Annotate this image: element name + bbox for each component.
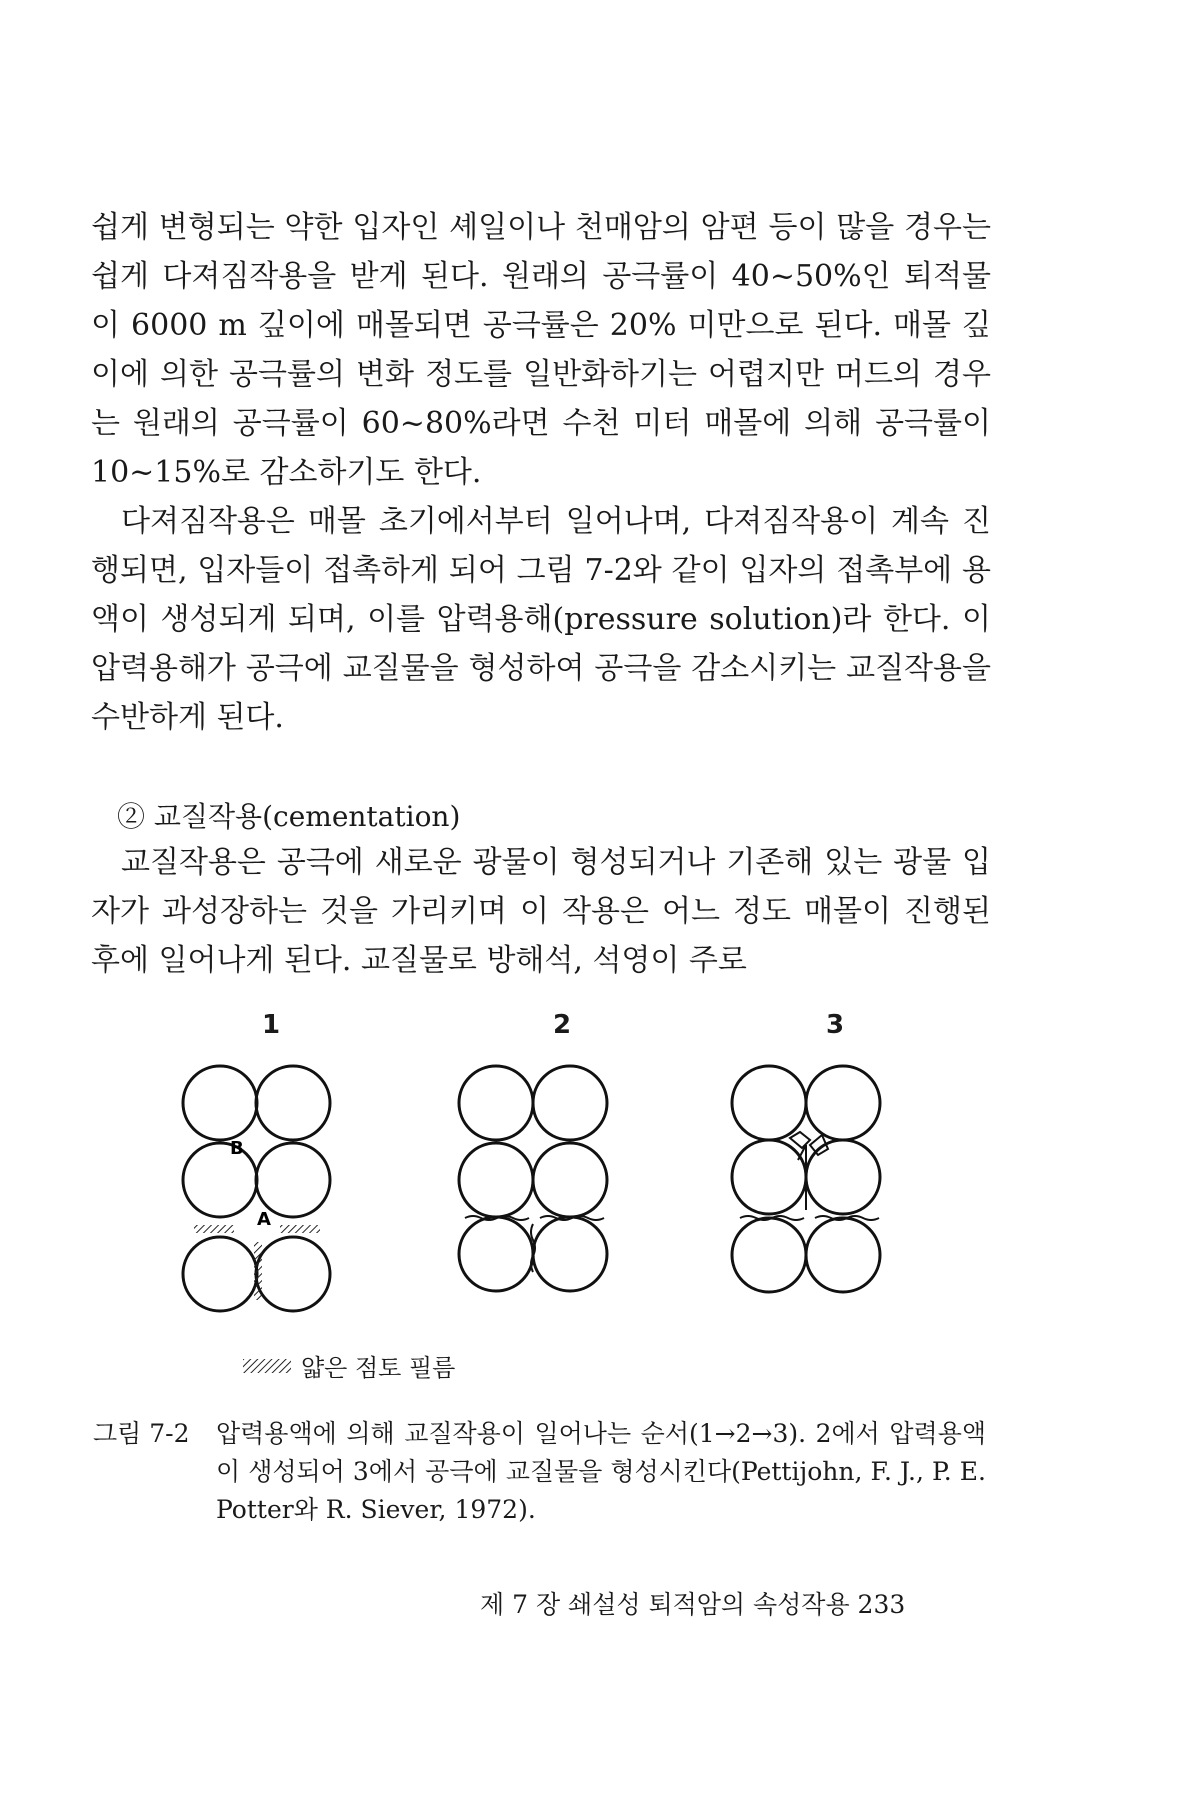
figure-legend	[243, 1348, 455, 1383]
figure-7-2	[150, 1010, 950, 1340]
section-heading: ② 교질작용(cementation)	[117, 800, 461, 833]
paragraph-1: 쉽게 변형되는 약한 입자인 셰일이나 천매암의 암편 등이 많을 경우는 쉽게 다져짐작용을 받게 된다. 원래의 공극률이 40~50%인 퇴적물이 6000 m 깊이에 매몰되면 공극률은 20% 미만으로 된다. 매몰 깊이에 의한 공극률의 변화 정도를 일반화하기는 어렵지만 머드의 경우는 원래의 공극률이 60~80%라면 수천 미터 매몰에 의해 공극률이 10~15%로 감소하기도 한다.	[91, 210, 991, 490]
paragraph-2: 다져짐작용은 매몰 초기에서부터 일어나며, 다져짐작용이 계속 진행되면, 입자들이 접촉하게 되어 그림 7-2와 같이 입자의 접촉부에 용액이 생성되게 되며, 이를 압력용해(pressure solution)라 한다. 이 압력용해가 공극에 교질물을 형성하여 공극을 감소시키는 교질작용을 수반하게 된다.	[91, 504, 991, 735]
legend-label: 얇은 점토 필름	[301, 1354, 456, 1382]
grain-diagram	[150, 1010, 950, 1340]
panel-2-grains	[459, 1066, 607, 1291]
mark-b: B	[230, 1138, 244, 1159]
page-footer: 제 7 장 쇄설성 퇴적암의 속성작용 233	[480, 1590, 906, 1619]
panel-label-3: 3	[826, 1010, 845, 1040]
caption-label: 그림 7-2	[93, 1419, 190, 1448]
panel-3-grains	[732, 1066, 880, 1292]
panel-label-2: 2	[553, 1010, 572, 1040]
panel-label-1: 1	[262, 1010, 281, 1040]
clay-film-swatch-icon	[243, 1359, 291, 1373]
caption-text: 압력용액에 의해 교질작용이 일어나는 순서(1→2→3). 2에서 압력용액이 생성되어 3에서 공극에 교질물을 형성시킨다(Pettijohn, F. J., P. E. Potter와 R. Siever, 1972).	[216, 1419, 986, 1524]
mark-a: A	[257, 1209, 271, 1230]
paragraph-3: 교질작용은 공극에 새로운 광물이 형성되거나 기존해 있는 광물 입자가 과성장하는 것을 가리키며 이 작용은 어느 정도 매몰이 진행된 후에 일어나게 된다. 교질물로 방해석, 석영이 주로	[91, 845, 991, 978]
